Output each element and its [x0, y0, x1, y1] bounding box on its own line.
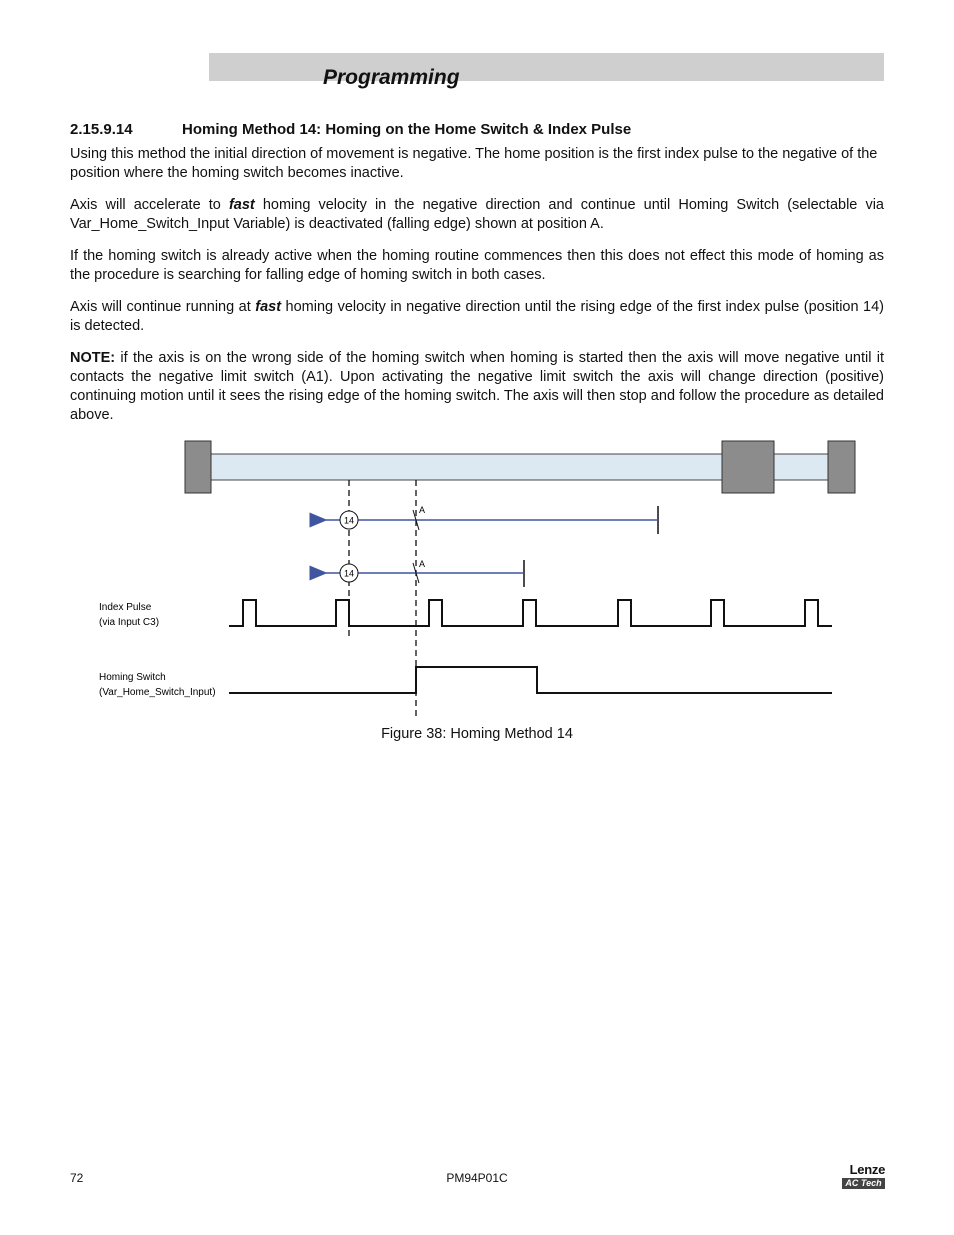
paragraph-1: Using this method the initial direction of movement is negative. The home position is the first index pulse to the negative of the position where the homing switch becomes inactive. [70, 146, 878, 181]
marker-a-label: A [419, 559, 426, 569]
positive-limit-switch-block [828, 441, 855, 493]
paragraph-2 [70, 196, 884, 234]
note-text: if the axis is on the wrong side of the homing switch when homing is started then the axis will move negative until it contacts the negative limit switch (A1). Upon activating the negative limit switch the axis will change direction (positive) continuing motion until it sees the rising edge of the homing switch. The axis will then stop and follow the procedure as detailed above. [70, 350, 884, 423]
index-pulse-label-2: (via Input C3) [99, 617, 160, 628]
page-header-title: Programming [323, 66, 460, 89]
marker-14-label: 14 [343, 568, 355, 579]
note-paragraph [70, 349, 884, 425]
note-label: NOTE: [70, 350, 116, 366]
body-text [70, 145, 884, 438]
p2-emphasis: fast [228, 197, 255, 213]
homing-switch-label-1: Homing Switch [99, 672, 166, 683]
index-pulse-waveform [229, 600, 832, 626]
negative-limit-switch-block [185, 441, 211, 493]
section-title: Homing Method 14: Homing on the Home Switch & Index Pulse [182, 121, 632, 138]
logo-line-2: AC Tech [842, 1178, 885, 1189]
index-pulse-label-1: Index Pulse [99, 602, 152, 613]
logo-line-1: Lenze [849, 1162, 885, 1177]
header-bar [209, 53, 884, 81]
lenze-logo [842, 1163, 885, 1191]
homing-switch-label-2: (Var_Home_Switch_Input) [99, 687, 216, 698]
p2-text-start: Axis will accelerate to [70, 197, 229, 213]
section-number: 2.15.9.14 [70, 121, 133, 138]
p4-text-end: homing velocity in negative direction until the rising edge of the first index pulse (position 14) is detected. [70, 299, 884, 334]
p4-emphasis: fast [255, 299, 282, 315]
homing-switch-waveform [229, 667, 832, 693]
marker-14-label: 14 [343, 515, 355, 526]
document-id: PM94P01C [446, 1171, 508, 1185]
section-heading [70, 120, 884, 140]
homing-diagram [0, 430, 954, 720]
home-switch-block [722, 441, 774, 493]
motion-trace-2 [326, 559, 524, 587]
p4-text-start: Axis will continue running at [70, 299, 256, 315]
paragraph-4 [70, 298, 884, 336]
homing-diagram-svg [0, 430, 954, 720]
page-number: 72 [70, 1171, 84, 1185]
figure-caption: Figure 38: Homing Method 14 [381, 726, 573, 742]
paragraph-3: If the homing switch is already active when the homing routine commences then this does not effect this mode of homing as the procedure is searching for falling edge of homing switch in both cases. [70, 248, 884, 283]
marker-a-label: A [419, 505, 426, 515]
p2-text-end: homing velocity in the negative direction and continue until Homing Switch (selectable via Var_Home_Switch_Input Variable) is deactivated (falling edge) shown at position A. [70, 197, 884, 232]
motion-trace-1 [326, 505, 658, 534]
